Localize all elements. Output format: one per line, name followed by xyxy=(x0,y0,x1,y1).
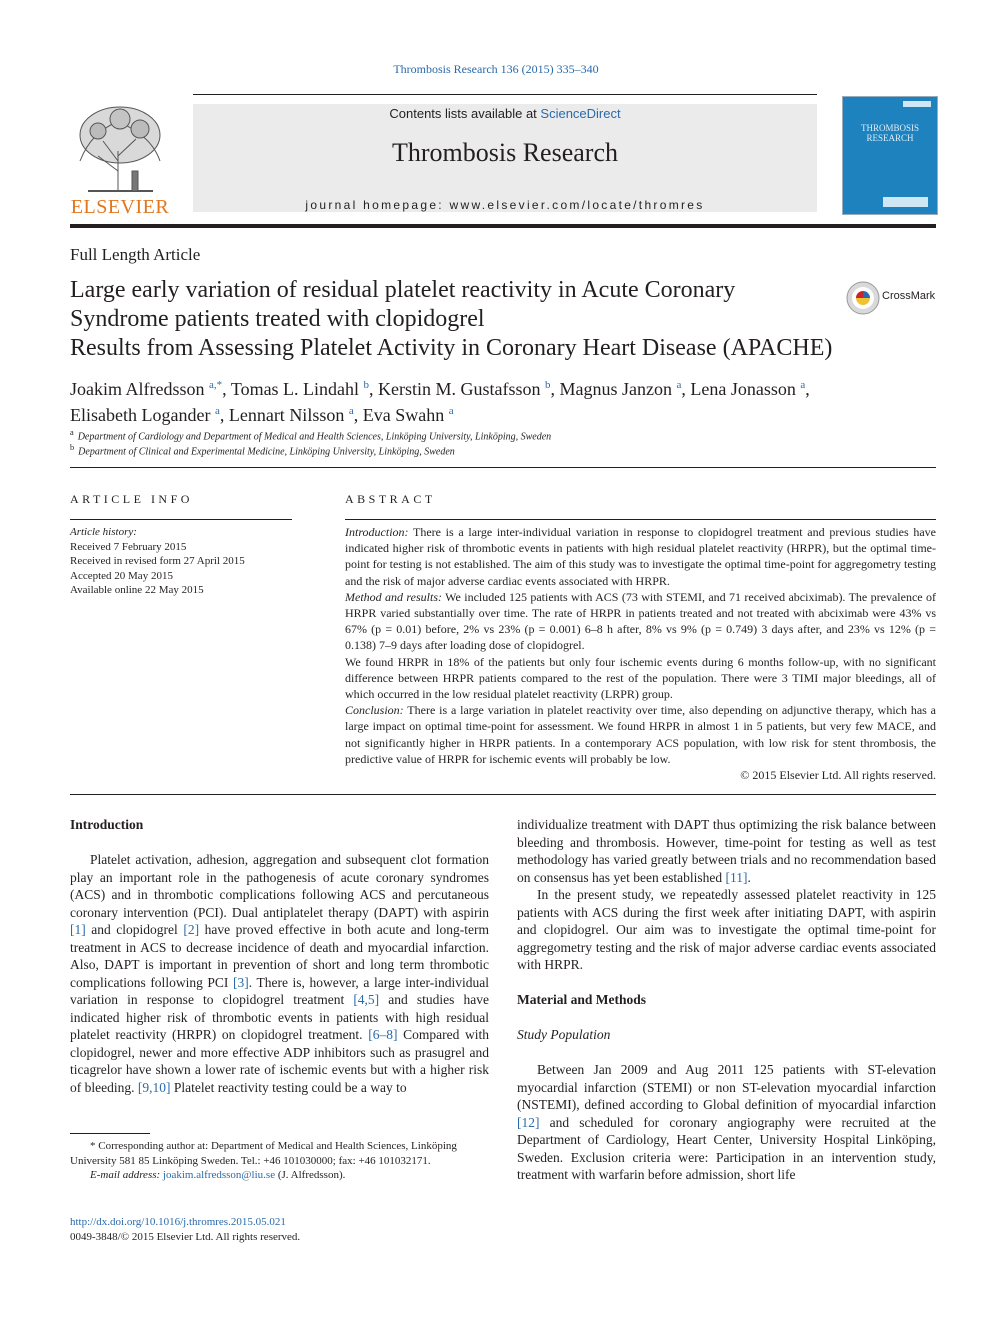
intro-text-4: . There is, however, a large inter-individual variation in response to clopidogrel treatment xyxy=(70,974,489,1007)
author-name[interactable]: Tomas L. Lindahl xyxy=(230,379,360,399)
title-line-2: Syndrome patients treated with clopidogrel xyxy=(70,306,485,332)
sciencedirect-link[interactable]: ScienceDirect xyxy=(540,106,621,121)
author-affiliation-mark[interactable]: b xyxy=(363,379,370,391)
abstract-body xyxy=(345,524,936,783)
journal-homepage[interactable]: journal homepage: www.elsevier.com/locate/thromres xyxy=(305,198,705,212)
author-email-link[interactable]: joakim.alfredsson@liu.se xyxy=(162,1169,276,1181)
affiliation-text: Department of Cardiology and Department of Medical and Health Sciences, Linköping University, Linköping, Sweden xyxy=(77,431,552,443)
affiliation-mark: a xyxy=(70,428,74,437)
cover-title-line-1: THROMBOSIS xyxy=(860,123,919,133)
journal-citation-link[interactable]: Thrombosis Research 136 (2015) 335–340 xyxy=(393,62,599,76)
author-affiliation-mark[interactable]: b xyxy=(545,379,551,391)
introduction-paragraph xyxy=(70,851,489,1096)
elsevier-wordmark: ELSEVIER xyxy=(70,196,170,218)
reference-11-link[interactable]: [11] xyxy=(725,869,748,885)
corresponding-author-footnote xyxy=(70,1139,490,1183)
author-affiliation-mark[interactable]: a xyxy=(676,379,682,391)
title-line-1: Large early variation of residual platelet reactivity in Acute Coronary xyxy=(70,277,736,303)
affiliation-text: Department of Clinical and Experimental Medicine, Linköping University, Linköping, Sweden xyxy=(78,446,455,458)
body-right-column xyxy=(517,816,936,1184)
bottom-info xyxy=(70,1215,300,1245)
methods-heading: Material and Methods xyxy=(517,992,646,1007)
reference-3-link[interactable]: [3] xyxy=(233,974,249,990)
affiliation-mark: b xyxy=(70,443,75,452)
author-separator: , xyxy=(219,405,229,425)
doi-link[interactable]: http://dx.doi.org/10.1016/j.thromres.2015.05.021 xyxy=(70,1216,286,1228)
cover-issue-strip xyxy=(903,101,931,107)
cover-title-line-2: RESEARCH xyxy=(866,133,914,143)
reference-6-8-link[interactable]: [6–8] xyxy=(368,1027,398,1042)
introduction-heading: Introduction xyxy=(70,817,144,832)
author-separator: , xyxy=(550,379,560,399)
article-info-rule xyxy=(70,519,292,520)
intro-label: Introduction: xyxy=(345,525,409,539)
body-left-column xyxy=(70,816,489,1096)
author-name[interactable]: Lennart Nilsson xyxy=(228,405,345,425)
footnote-rule xyxy=(70,1133,150,1134)
footnote-text: * Corresponding author at: Department of Medical and Health Sciences, Linköping University 581 85 Linköping Sweden. Tel.: +46 101030000; fax: +46 101032171. xyxy=(70,1140,457,1167)
abstract-heading: ABSTRACT xyxy=(345,492,436,506)
affiliation-rule xyxy=(70,467,936,468)
journal-title: Thrombosis Research xyxy=(391,138,618,167)
author-separator: , xyxy=(681,379,691,399)
population-text-2: and scheduled for coronary angiography were recruited at the Department of Cardiology, Heart Center, University Hospital Linköping, Sweden. Exclusion criteria were: Participation in an intervention study, treatment with warfarin before admission, short life xyxy=(517,1114,936,1182)
study-population-heading: Study Population xyxy=(517,1027,611,1042)
author-affiliation-mark[interactable]: a xyxy=(448,405,454,417)
online-date: Available online 22 May 2015 xyxy=(70,584,204,596)
crossmark-label[interactable]: CrossMark xyxy=(882,290,936,302)
affiliation-a xyxy=(70,428,551,442)
author-affiliation-mark[interactable]: a xyxy=(348,405,354,417)
header-bottom-rule xyxy=(70,224,936,228)
intro-text-5: and studies have indicated higher risk of thrombotic events in patients with high residual platelet reactivity (HRPR) on clopidogrel treatment. xyxy=(70,992,489,1042)
cover-title xyxy=(843,123,937,143)
reference-1-link[interactable]: [1] xyxy=(70,922,86,937)
abstract-conclusion xyxy=(345,702,936,767)
intro-text-1: Platelet activation, adhesion, aggregation and subsequent clot formation play an important role in the pathogenesis of acute coronary syndromes (ACS) and in thrombotic complications following ACS and percutaneous coronary intervention (PCI). Dual antiplatelet therapy (DAPT) with aspirin xyxy=(70,852,489,920)
contents-prefix: Contents lists available at xyxy=(389,106,541,121)
reference-9-10-link[interactable]: [9,10] xyxy=(137,1079,171,1095)
article-title xyxy=(70,276,860,363)
abstract-bottom-rule xyxy=(70,794,936,795)
issn-line: 0049-3848/© 2015 Elsevier Ltd. All rights reserved. xyxy=(70,1231,301,1243)
abstract-methods xyxy=(345,589,936,654)
article-history xyxy=(70,525,245,598)
received-date: Received 7 February 2015 xyxy=(70,540,187,553)
abstract-results: We found HRPR in 18% of the patients but only four ischemic events during 6 months follow-up, with no significant difference between HRPR patients compared to the rest of the population. There were 3 TIMI major bleedings, all of which occurred in the low residual platelet reactivity (LRPR) group. xyxy=(345,654,936,702)
reference-12-link[interactable]: [12] xyxy=(517,1114,540,1130)
contents-available xyxy=(193,106,817,121)
methods-text: We included 125 patients with ACS (73 with STEMI, and 71 received abciximab). The prevalence of HRPR varied substantially over time. The rate of HRPR in patients treated and not treated with abciximab were 43% vs 67% (p = 0.01) before, 2% vs 23% (p = 0.001) 6–8 h after, 8% vs 9% (p = 0.749) 3 days after, and 23% vs 12% (p = 0.138) 7–9 days after loading dose of clopidogrel. xyxy=(345,589,936,653)
author-separator: , xyxy=(222,379,231,399)
methods-label: Method and results: xyxy=(345,589,442,604)
author-name[interactable]: Magnus Janzon xyxy=(559,379,673,399)
email-label: E-mail address: xyxy=(90,1169,163,1181)
abstract-copyright: © 2015 Elsevier Ltd. All rights reserved. xyxy=(740,768,936,783)
abstract-introduction xyxy=(345,524,936,589)
accepted-date: Accepted 20 May 2015 xyxy=(70,569,173,582)
email-suffix: (J. Alfredsson). xyxy=(275,1169,346,1181)
author-separator: , xyxy=(353,405,363,425)
article-info-heading: ARTICLE INFO xyxy=(70,492,193,506)
intro-text-2: and clopidogrel xyxy=(85,922,184,937)
conclusion-text: There is a large variation in platelet reactivity over time, also depending on adjunctive therapy, which has a large impact on optimal time-point for assessment. We found HRPR in almost 1 in 5 patients, but very few MACE, and not significantly higher in HRPR patients. In a contemporary ACS population, with low risk for stent thrombosis, the predictive value of HRPR for ischemic events will probably be low. xyxy=(345,703,936,766)
population-text-1: Between Jan 2009 and Aug 2011 125 patients with ST-elevation myocardial infarction (STEMI) or non ST-elevation myocardial infarction (NSTEMI), defined according to Global definition of myocardial infarction xyxy=(517,1062,936,1112)
author-list xyxy=(70,374,940,426)
author-affiliation-mark[interactable]: a xyxy=(214,405,220,417)
conclusion-label: Conclusion: xyxy=(345,703,404,718)
title-line-3: Results from Assessing Platelet Activity in Coronary Heart Disease (APACHE) xyxy=(70,335,833,361)
author-name[interactable]: Joakim Alfredsson xyxy=(70,379,205,399)
revised-date: Received in revised form 27 April 2015 xyxy=(70,555,245,567)
author-name[interactable]: Eva Swahn xyxy=(362,405,445,425)
aim-paragraph: In the present study, we repeatedly assessed platelet reactivity in 125 patients with ACS during the first week after initiating DAPT, with aspirin and clopidogrel. Our aim was to investigate the optimal time-point for aggregometry testing and the risk of major adverse cardiac events associated with HRPR. xyxy=(517,887,936,972)
intro-text-7: Platelet reactivity testing could be a way to xyxy=(170,1079,407,1095)
author-separator: , xyxy=(369,379,379,399)
reference-2-link[interactable]: [2] xyxy=(183,922,200,937)
article-type: Full Length Article xyxy=(70,245,201,264)
author-affiliation-mark[interactable]: a,* xyxy=(209,379,223,391)
reference-4-5-link[interactable]: [4,5] xyxy=(353,992,380,1007)
intro-text-6: Compared with clopidogrel, newer and more effective ADP inhibitors such as prasugrel and ticagrelor have shown a lower rate of ischemic events but with a higher risk of bleeding. xyxy=(70,1027,489,1095)
abstract-rule xyxy=(345,519,936,520)
author-name[interactable]: Elisabeth Logander xyxy=(70,405,211,425)
author-name[interactable]: Kerstin M. Gustafsson xyxy=(378,379,541,399)
author-affiliation-mark[interactable]: a xyxy=(800,379,806,391)
study-population-paragraph xyxy=(517,1061,936,1184)
history-label: Article history: xyxy=(70,526,137,538)
author-separator: , xyxy=(805,379,810,399)
intro-text-3: have proved effective in both acute and long-term treatment in ACS to decrease incidence of death and myocardial infarction. Also, DAPT is important in prevention of short and long term thrombotic complications following PCI xyxy=(70,922,489,990)
intro-text: There is a large inter-individual variation in response to clopidogrel treatment and previous studies have indicated higher risk of thrombotic events in patients with high residual platelet reactivity (HRPR), but the optimal time-point for testing is not established. The aim of this study was to investigate the optimal time-point for aggregometry testing and the risk of major adverse cardiac events associated with HRPR. xyxy=(345,525,937,588)
affiliation-b xyxy=(70,443,455,457)
continued-text: individualize treatment with DAPT thus optimizing the risk balance between bleeding and thrombosis. However, time-point for testing as well as test methodology has varied greatly between trials and no recommendation based on consensus has yet been established xyxy=(517,817,936,885)
continued-paragraph xyxy=(517,816,936,886)
cover-footer-strip xyxy=(883,197,928,207)
author-name[interactable]: Lena Jonasson xyxy=(690,379,796,399)
journal-cover-image xyxy=(842,96,938,215)
header-top-rule xyxy=(193,94,817,95)
continued-text-end: . xyxy=(747,869,751,885)
